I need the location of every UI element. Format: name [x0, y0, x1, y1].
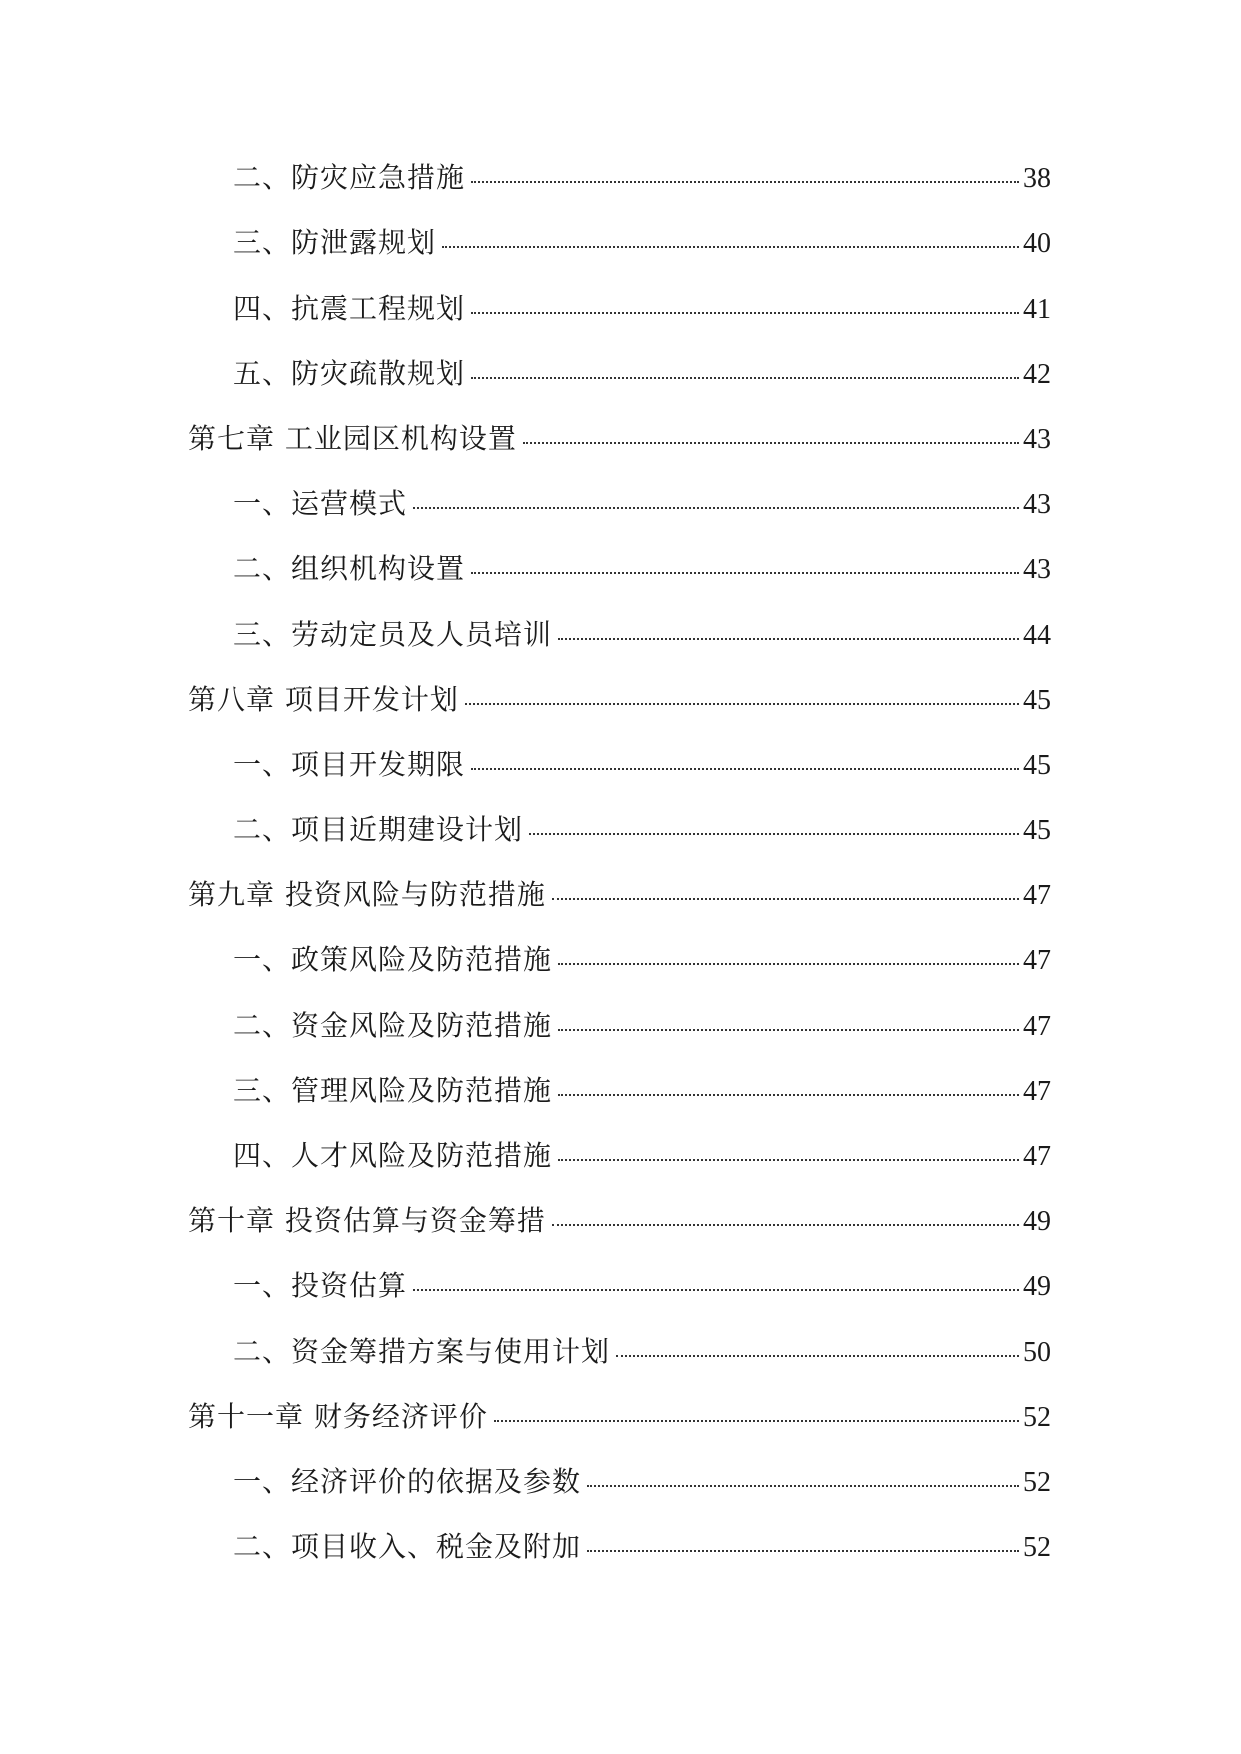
toc-page-number: 45 — [1023, 815, 1051, 847]
toc-page-number: 52 — [1023, 1532, 1051, 1564]
toc-entry-title: 二、防灾应急措施 — [233, 161, 466, 195]
toc-entry-row — [233, 1075, 1051, 1108]
toc-entry-title: 四、人才风险及防范措施 — [233, 1139, 553, 1172]
toc-entry-row — [233, 358, 1051, 391]
toc-entry-title: 三、劳动定员及人员培训 — [233, 617, 553, 651]
toc-entry-title: 第十章 投资估算与资金筹措 — [188, 1204, 546, 1238]
toc-section-entry[interactable] — [0, 1452, 1241, 1517]
toc-section-entry[interactable] — [0, 539, 1241, 604]
toc-entry-row — [233, 488, 1051, 521]
toc-page-number: 45 — [1023, 684, 1051, 716]
toc-section-entry[interactable] — [0, 344, 1241, 409]
toc-entry-title: 三、管理风险及防范措施 — [233, 1073, 553, 1107]
toc-entry-row — [233, 553, 1051, 586]
toc-section-entry[interactable] — [0, 1517, 1241, 1582]
dot-leader — [587, 1485, 1019, 1487]
toc-entry-row — [233, 944, 1051, 977]
toc-entry-row — [233, 1140, 1051, 1173]
toc-page-number: 43 — [1023, 554, 1051, 586]
dot-leader — [529, 833, 1019, 835]
toc-entry-title: 一、运营模式 — [233, 487, 408, 521]
dot-leader — [471, 312, 1019, 314]
toc-entry-row — [188, 879, 1051, 912]
toc-entry-title: 一、政策风险及防范措施 — [233, 943, 553, 977]
toc-section-entry[interactable] — [0, 213, 1241, 278]
table-of-contents — [0, 148, 1241, 1582]
dot-leader — [587, 1550, 1019, 1552]
dot-leader — [552, 898, 1019, 900]
toc-entry-title: 一、经济评价的依据及参数 — [233, 1464, 582, 1498]
dot-leader — [552, 1224, 1019, 1226]
toc-entry-title: 二、资金风险及防范措施 — [233, 1008, 553, 1042]
toc-page-number: 49 — [1023, 1206, 1051, 1238]
toc-chapter-entry[interactable] — [0, 1387, 1241, 1452]
toc-section-entry[interactable] — [0, 1321, 1241, 1386]
toc-section-entry[interactable] — [0, 735, 1241, 800]
dot-leader — [442, 246, 1019, 248]
toc-entry-row — [233, 293, 1051, 326]
toc-section-entry[interactable] — [0, 1126, 1241, 1191]
dot-leader — [471, 768, 1019, 770]
toc-section-entry[interactable] — [0, 800, 1241, 865]
toc-page-number: 41 — [1023, 293, 1051, 325]
dot-leader — [413, 507, 1019, 509]
toc-page-number: 43 — [1023, 423, 1051, 455]
toc-entry-title: 四、抗震工程规划 — [233, 291, 466, 325]
dot-leader — [471, 572, 1019, 574]
toc-section-entry[interactable] — [0, 930, 1241, 995]
dot-leader — [471, 181, 1019, 183]
dot-leader — [494, 1420, 1019, 1422]
toc-chapter-entry[interactable] — [0, 1191, 1241, 1256]
toc-entry-row — [188, 1401, 1051, 1434]
dot-leader — [558, 1159, 1019, 1161]
toc-page-number: 42 — [1023, 358, 1051, 390]
toc-page-number: 47 — [1023, 880, 1051, 912]
toc-entry-title: 第十一章 财务经济评价 — [188, 1399, 488, 1433]
toc-entry-title: 一、项目开发期限 — [233, 747, 466, 781]
toc-entry-title: 三、防泄露规划 — [233, 226, 437, 260]
toc-entry-row — [233, 749, 1051, 782]
toc-entry-row — [233, 619, 1051, 652]
toc-page-number: 52 — [1023, 1401, 1051, 1433]
toc-page-number: 43 — [1023, 489, 1051, 521]
toc-page-number: 49 — [1023, 1271, 1051, 1303]
dot-leader — [616, 1355, 1019, 1357]
toc-entry-title: 五、防灾疏散规划 — [233, 356, 466, 390]
toc-entry-row — [233, 162, 1051, 195]
toc-entry-title: 一、投资估算 — [233, 1269, 408, 1303]
toc-entry-row — [233, 227, 1051, 260]
toc-section-entry[interactable] — [0, 604, 1241, 669]
toc-entry-row — [233, 1531, 1051, 1564]
toc-entry-row — [233, 1010, 1051, 1043]
toc-section-entry[interactable] — [0, 278, 1241, 343]
toc-entry-row — [188, 684, 1051, 717]
toc-page-number: 45 — [1023, 749, 1051, 781]
toc-page-number: 50 — [1023, 1336, 1051, 1368]
toc-page-number: 47 — [1023, 1010, 1051, 1042]
toc-page-number: 47 — [1023, 945, 1051, 977]
toc-entry-row — [233, 1466, 1051, 1499]
dot-leader — [558, 963, 1019, 965]
toc-entry-title: 二、项目近期建设计划 — [233, 813, 524, 847]
toc-entry-title: 第九章 投资风险与防范措施 — [188, 878, 546, 912]
dot-leader — [413, 1289, 1019, 1291]
toc-entry-title: 第七章 工业园区机构设置 — [188, 421, 517, 455]
toc-page-number: 38 — [1023, 163, 1051, 195]
toc-page-number: 40 — [1023, 228, 1051, 260]
toc-entry-row — [233, 1270, 1051, 1303]
dot-leader — [558, 1094, 1019, 1096]
dot-leader — [523, 442, 1019, 444]
toc-section-entry[interactable] — [0, 1256, 1241, 1321]
toc-page-number: 44 — [1023, 619, 1051, 651]
toc-page-number: 52 — [1023, 1466, 1051, 1498]
dot-leader — [558, 1029, 1019, 1031]
dot-leader — [471, 377, 1019, 379]
toc-chapter-entry[interactable] — [0, 409, 1241, 474]
toc-entry-row — [233, 814, 1051, 847]
toc-page-number: 47 — [1023, 1075, 1051, 1107]
toc-section-entry[interactable] — [0, 995, 1241, 1060]
toc-chapter-entry[interactable] — [0, 670, 1241, 735]
dot-leader — [558, 638, 1019, 640]
toc-chapter-entry[interactable] — [0, 865, 1241, 930]
toc-entry-title: 二、组织机构设置 — [233, 552, 466, 586]
toc-section-entry[interactable] — [0, 148, 1241, 213]
toc-entry-title: 二、项目收入、税金及附加 — [233, 1530, 582, 1564]
dot-leader — [465, 703, 1019, 705]
toc-entry-title: 第八章 项目开发计划 — [188, 682, 459, 716]
toc-entry-row — [188, 1205, 1051, 1238]
toc-entry-row — [233, 1336, 1051, 1369]
toc-entry-row — [188, 423, 1051, 456]
toc-section-entry[interactable] — [0, 474, 1241, 539]
toc-section-entry[interactable] — [0, 1061, 1241, 1126]
toc-entry-title: 二、资金筹措方案与使用计划 — [233, 1334, 611, 1368]
toc-page-number: 47 — [1023, 1141, 1051, 1172]
